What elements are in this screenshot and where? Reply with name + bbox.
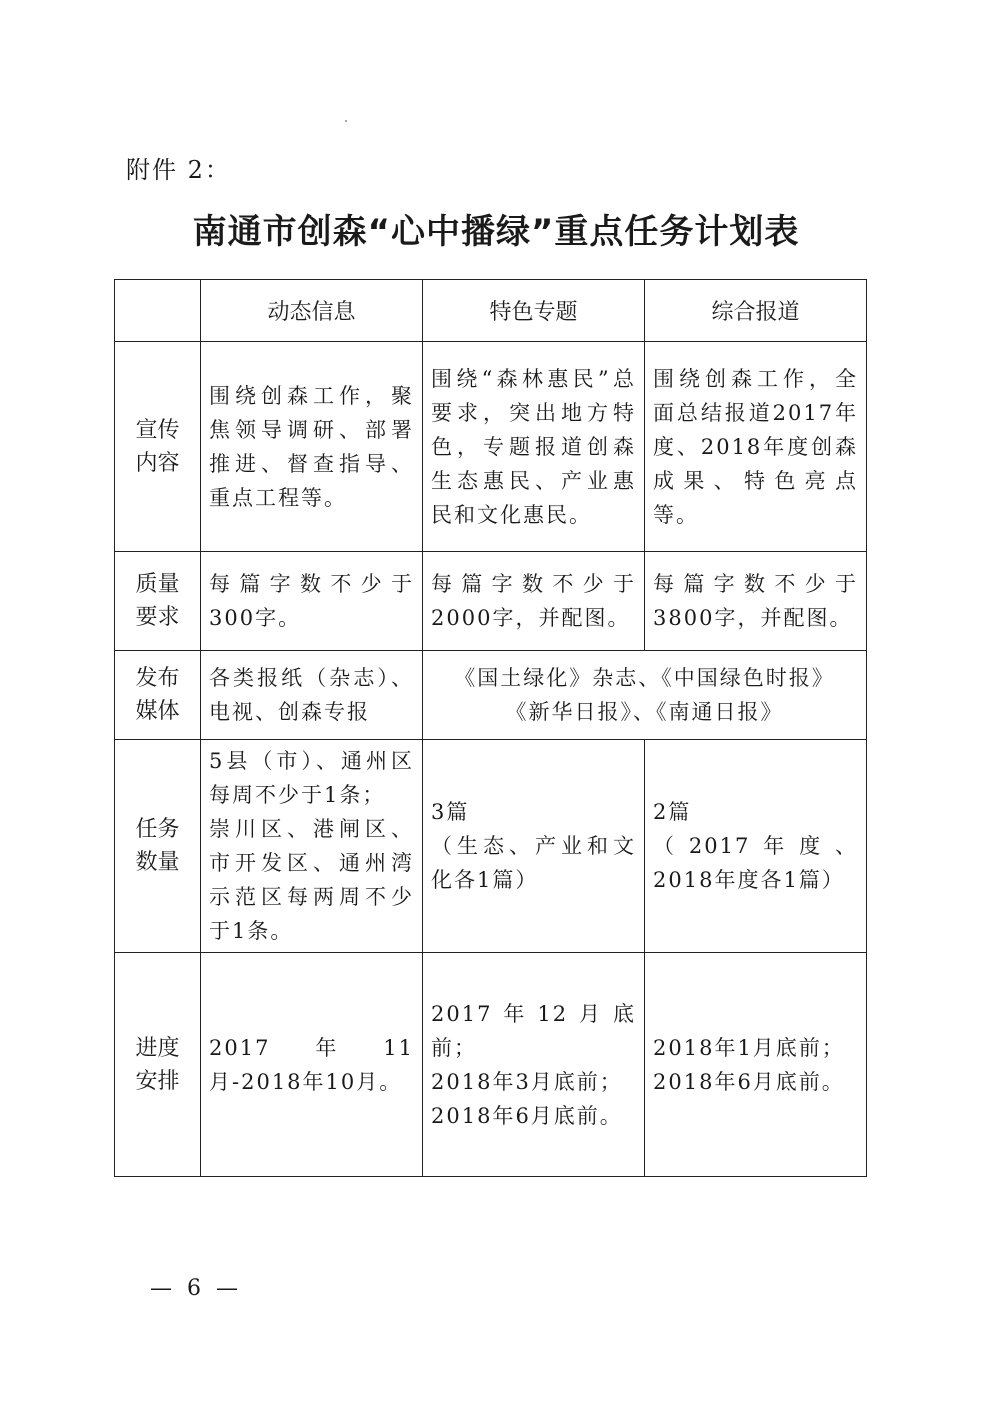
- table-cell: 2017年11月-2018年10月。: [201, 953, 423, 1177]
- table-cell: 每篇字数不少于300字。: [201, 552, 423, 651]
- table-cell: 各类报纸（杂志）、电视、创森专报: [201, 651, 423, 740]
- column-header-dynamic-info: 动态信息: [201, 280, 423, 342]
- table-row: [115, 552, 867, 651]
- row-header-task-quantity: 任务 数量: [115, 740, 201, 953]
- page-number: — 6 —: [150, 1276, 242, 1301]
- table-cell: 2017年12月底前； 2018年3月底前； 2018年6月底前。: [423, 953, 645, 1177]
- table-row: [115, 740, 867, 953]
- row-header-quality-requirement: 质量 要求: [115, 552, 201, 651]
- table-cell-merged: 《国土绿化》杂志、《中国绿色时报》 《新华日报》、《南通日报》: [423, 651, 867, 740]
- task-plan-table: [114, 279, 867, 1177]
- attachment-label: 附件 2：: [126, 156, 231, 184]
- table-cell: 2018年1月底前； 2018年6月底前。: [645, 953, 867, 1177]
- page-title: 南通市创森“心中播绿”重点任务计划表: [192, 212, 800, 252]
- table-cell: 围绕创森工作，聚焦领导调研、部署推进、督查指导、重点工程等。: [201, 342, 423, 552]
- corner-cell: [115, 280, 201, 342]
- table-cell: 5县（市）、通州区每周不少于1条； 崇川区、港闸区、市开发区、通州湾示范区每两周不少于1条。: [201, 740, 423, 953]
- table-cell: 每篇字数不少于3800字，并配图。: [645, 552, 867, 651]
- table-cell: 3篇 （生态、产业和文化各1篇）: [423, 740, 645, 953]
- table-row: [115, 651, 867, 740]
- column-header-comprehensive-report: 综合报道: [645, 280, 867, 342]
- scan-speck: [345, 120, 347, 122]
- row-header-publicity-content: 宣传 内容: [115, 342, 201, 552]
- table-cell: 围绕创森工作，全面总结报道2017年度、2018年度创森成果、特色亮点等。: [645, 342, 867, 552]
- row-header-schedule: 进度 安排: [115, 953, 201, 1177]
- table-cell: 每篇字数不少于2000字，并配图。: [423, 552, 645, 651]
- table-header-row: [115, 280, 867, 342]
- table-row: [115, 342, 867, 552]
- column-header-special-topic: 特色专题: [423, 280, 645, 342]
- table-cell: 围绕“森林惠民”总要求，突出地方特色，专题报道创森生态惠民、产业惠民和文化惠民。: [423, 342, 645, 552]
- table-row: [115, 953, 867, 1177]
- row-header-publishing-media: 发布 媒体: [115, 651, 201, 740]
- table-cell: 2篇 （2017年度、2018年度各1篇）: [645, 740, 867, 953]
